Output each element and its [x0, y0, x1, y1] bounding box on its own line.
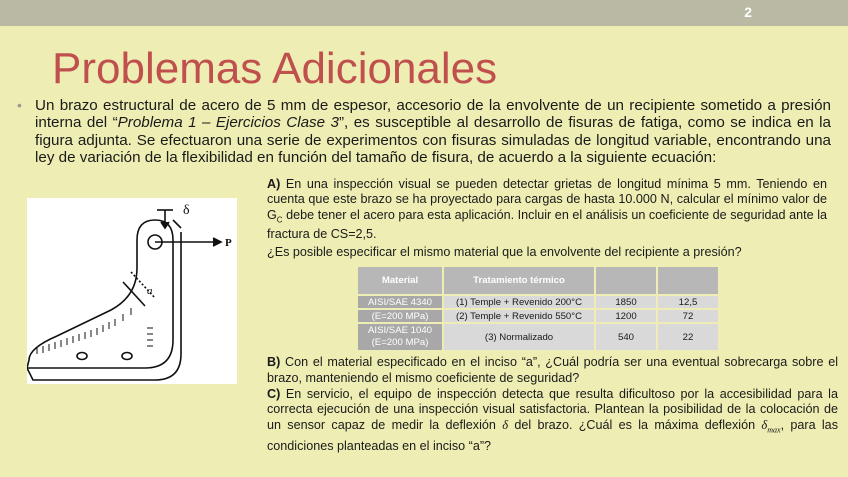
cell-treatment: (1) Temple + Revenido 200°C — [444, 296, 594, 308]
part-c-text-3: , para las condiciones planteadas en el inciso “a”? — [267, 418, 838, 453]
materials-table — [356, 265, 720, 352]
part-c-lead: C) — [267, 386, 281, 401]
cell-value-1: 1200 — [596, 310, 656, 322]
header-treatment: Tratamiento térmico — [444, 267, 594, 294]
cell-value-2: 22 — [658, 324, 718, 350]
part-b — [267, 355, 838, 387]
intro-paragraph — [35, 97, 831, 167]
parts-b-c — [267, 355, 838, 454]
cell-value-2: 72 — [658, 310, 718, 322]
question-text: ¿Es posible especificar el mismo material que la envolvente del recipiente a presión? — [267, 245, 742, 259]
cell-material: (E=200 MPa) — [358, 310, 442, 322]
part-a-text-2: debe tener el acero para esta aplicación. Incluir en el análisis un coeficiente de seguridad ante la fractura de CS=2,5. — [267, 207, 827, 242]
delta-max-sub: max — [767, 425, 781, 435]
part-a-sub: C — [276, 215, 283, 225]
table-row — [358, 310, 718, 322]
cell-value-1: 540 — [596, 324, 656, 350]
cell-material: AISI/SAE 1040 (E=200 MPa) — [358, 324, 442, 350]
header-material: Material — [358, 267, 442, 294]
part-b-lead: B) — [267, 355, 281, 369]
delta-symbol: δ — [502, 418, 509, 433]
table-row — [358, 296, 718, 308]
page-number: 2 — [744, 4, 752, 20]
header-col3 — [596, 267, 656, 294]
top-bar — [0, 0, 848, 26]
bracket-figure — [27, 198, 237, 384]
cell-value-1: 1850 — [596, 296, 656, 308]
slide-title: Problemas Adicionales — [52, 44, 498, 93]
figure-delta-label: δ — [183, 203, 190, 218]
part-a-text-1: En una inspección visual se pueden detectar grietas de longitud mínima 5 mm. Teniendo en cuenta que este brazo se ha proyectado para cargas de hasta 10.000 N, calcular el mínimo valor de G — [267, 177, 827, 222]
part-a-lead: A) — [267, 177, 281, 191]
part-b-text: Con el material especificado en el inciso “a”, ¿Cuál podría ser una eventual sobrecarga sobre el brazo, manteniendo el mismo coeficiente de seguridad? — [267, 355, 838, 385]
cell-material: AISI/SAE 4340 — [358, 296, 442, 308]
header-col4 — [658, 267, 718, 294]
intro-text-1: Un brazo estructural de acero de 5 mm de espesor, accesorio de la envolvente de un recipiente sometido a presión interna del “ — [35, 97, 831, 132]
figure-p-label: P — [225, 237, 232, 249]
bullet-icon: • — [17, 97, 22, 113]
part-c — [267, 387, 838, 455]
cell-value-2: 12,5 — [658, 296, 718, 308]
part-a — [267, 177, 827, 243]
figure-a-label: a — [147, 285, 153, 297]
part-c-text-2: del brazo. ¿Cuál es la máxima deflexión — [508, 418, 762, 433]
cell-treatment: (2) Temple + Revenido 550°C — [444, 310, 594, 322]
part-c-text-1: En servicio, el equipo de inspección detecta que resulta dificultoso por la accesibilidad para la correcta ejecución de una inspección visual satisfactoria. Plantean la posibilidad de la colocación de un sensor capaz de medir la deflexión — [267, 386, 838, 433]
intro-text-2: ”, es susceptible al desarrollo de fisuras de fatiga, como se indica en la figura adjunta. Se efectuaron una serie de experimentos con fisuras simuladas de longitud variable, encontrando una ley de variación de la flexibilidad en función del tamaño de fisura, de acuerdo a la siguiente ecuación: — [35, 114, 831, 167]
table-header-row — [358, 267, 718, 294]
table-row — [358, 324, 718, 350]
cell-treatment: (3) Normalizado — [444, 324, 594, 350]
delta-max-symbol: δ — [761, 418, 768, 433]
intro-italic: Problema 1 – Ejercicios Clase 3 — [117, 114, 339, 132]
